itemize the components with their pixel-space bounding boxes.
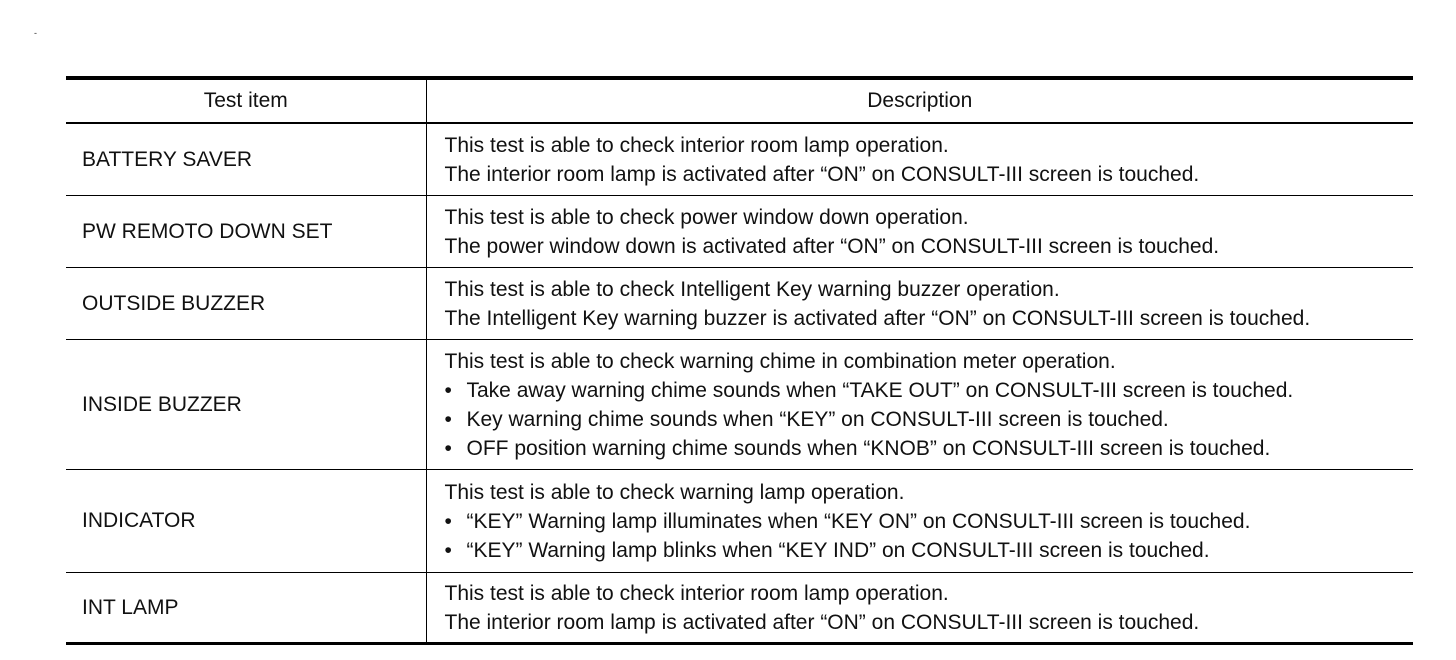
test-item-name: INSIDE BUZZER	[66, 340, 426, 470]
bullet-icon: •	[444, 407, 452, 431]
bullet-icon: •	[444, 509, 452, 533]
header-description: Description	[426, 78, 1413, 123]
bullet-item	[445, 405, 1410, 434]
bullet-text: Take away warning chime sounds when “TAKE OUT” on CONSULT-III screen is touched.	[466, 378, 1294, 402]
description-line: This test is able to check interior room lamp operation.	[444, 133, 949, 157]
bullet-item	[445, 536, 1410, 565]
table-row	[66, 573, 1413, 644]
description-line: This test is able to check Intelligent Key warning buzzer operation.	[444, 277, 1060, 301]
table-row	[66, 268, 1413, 340]
corner-mark: -	[34, 28, 37, 38]
description-line: The interior room lamp is activated after “ON” on CONSULT-III screen is touched.	[444, 162, 1200, 186]
test-item-name: BATTERY SAVER	[66, 123, 426, 196]
test-item-description	[426, 123, 1413, 196]
description-line: The Intelligent Key warning buzzer is activated after “ON” on CONSULT-III screen is touched.	[444, 306, 1311, 330]
table-row	[66, 470, 1413, 573]
bullet-item	[445, 507, 1410, 536]
bullet-icon: •	[444, 378, 452, 402]
bullet-item	[445, 376, 1410, 405]
test-item-table	[66, 76, 1413, 645]
bullet-text: “KEY” Warning lamp illuminates when “KEY ON” on CONSULT-III screen is touched.	[466, 509, 1251, 533]
description-line: This test is able to check warning chime in combination meter operation.	[444, 349, 1116, 373]
description-line: This test is able to check warning lamp operation.	[444, 480, 905, 504]
bullet-text: Key warning chime sounds when “KEY” on CONSULT-III screen is touched.	[466, 407, 1169, 431]
table-header-row	[66, 78, 1413, 123]
test-item-description	[426, 340, 1413, 470]
table-row	[66, 196, 1413, 268]
bullet-icon: •	[444, 436, 452, 460]
description-line: This test is able to check interior room lamp operation.	[444, 581, 949, 605]
test-item-name: INDICATOR	[66, 470, 426, 573]
test-item-description	[426, 470, 1413, 573]
test-item-description	[426, 196, 1413, 268]
bullet-item	[445, 434, 1410, 463]
bullet-icon: •	[444, 538, 452, 562]
test-item-name: OUTSIDE BUZZER	[66, 268, 426, 340]
table-row	[66, 123, 1413, 196]
test-item-name: INT LAMP	[66, 573, 426, 644]
description-line: The interior room lamp is activated after “ON” on CONSULT-III screen is touched.	[444, 610, 1200, 634]
bullet-text: OFF position warning chime sounds when “KNOB” on CONSULT-III screen is touched.	[466, 436, 1271, 460]
description-line: The power window down is activated after “ON” on CONSULT-III screen is touched.	[444, 234, 1220, 258]
header-test-item: Test item	[66, 78, 426, 123]
table-row	[66, 340, 1413, 470]
bullet-text: “KEY” Warning lamp blinks when “KEY IND” on CONSULT-III screen is touched.	[466, 538, 1210, 562]
test-item-description	[426, 573, 1413, 644]
test-item-description	[426, 268, 1413, 340]
description-line: This test is able to check power window down operation.	[444, 205, 969, 229]
test-item-name: PW REMOTO DOWN SET	[66, 196, 426, 268]
